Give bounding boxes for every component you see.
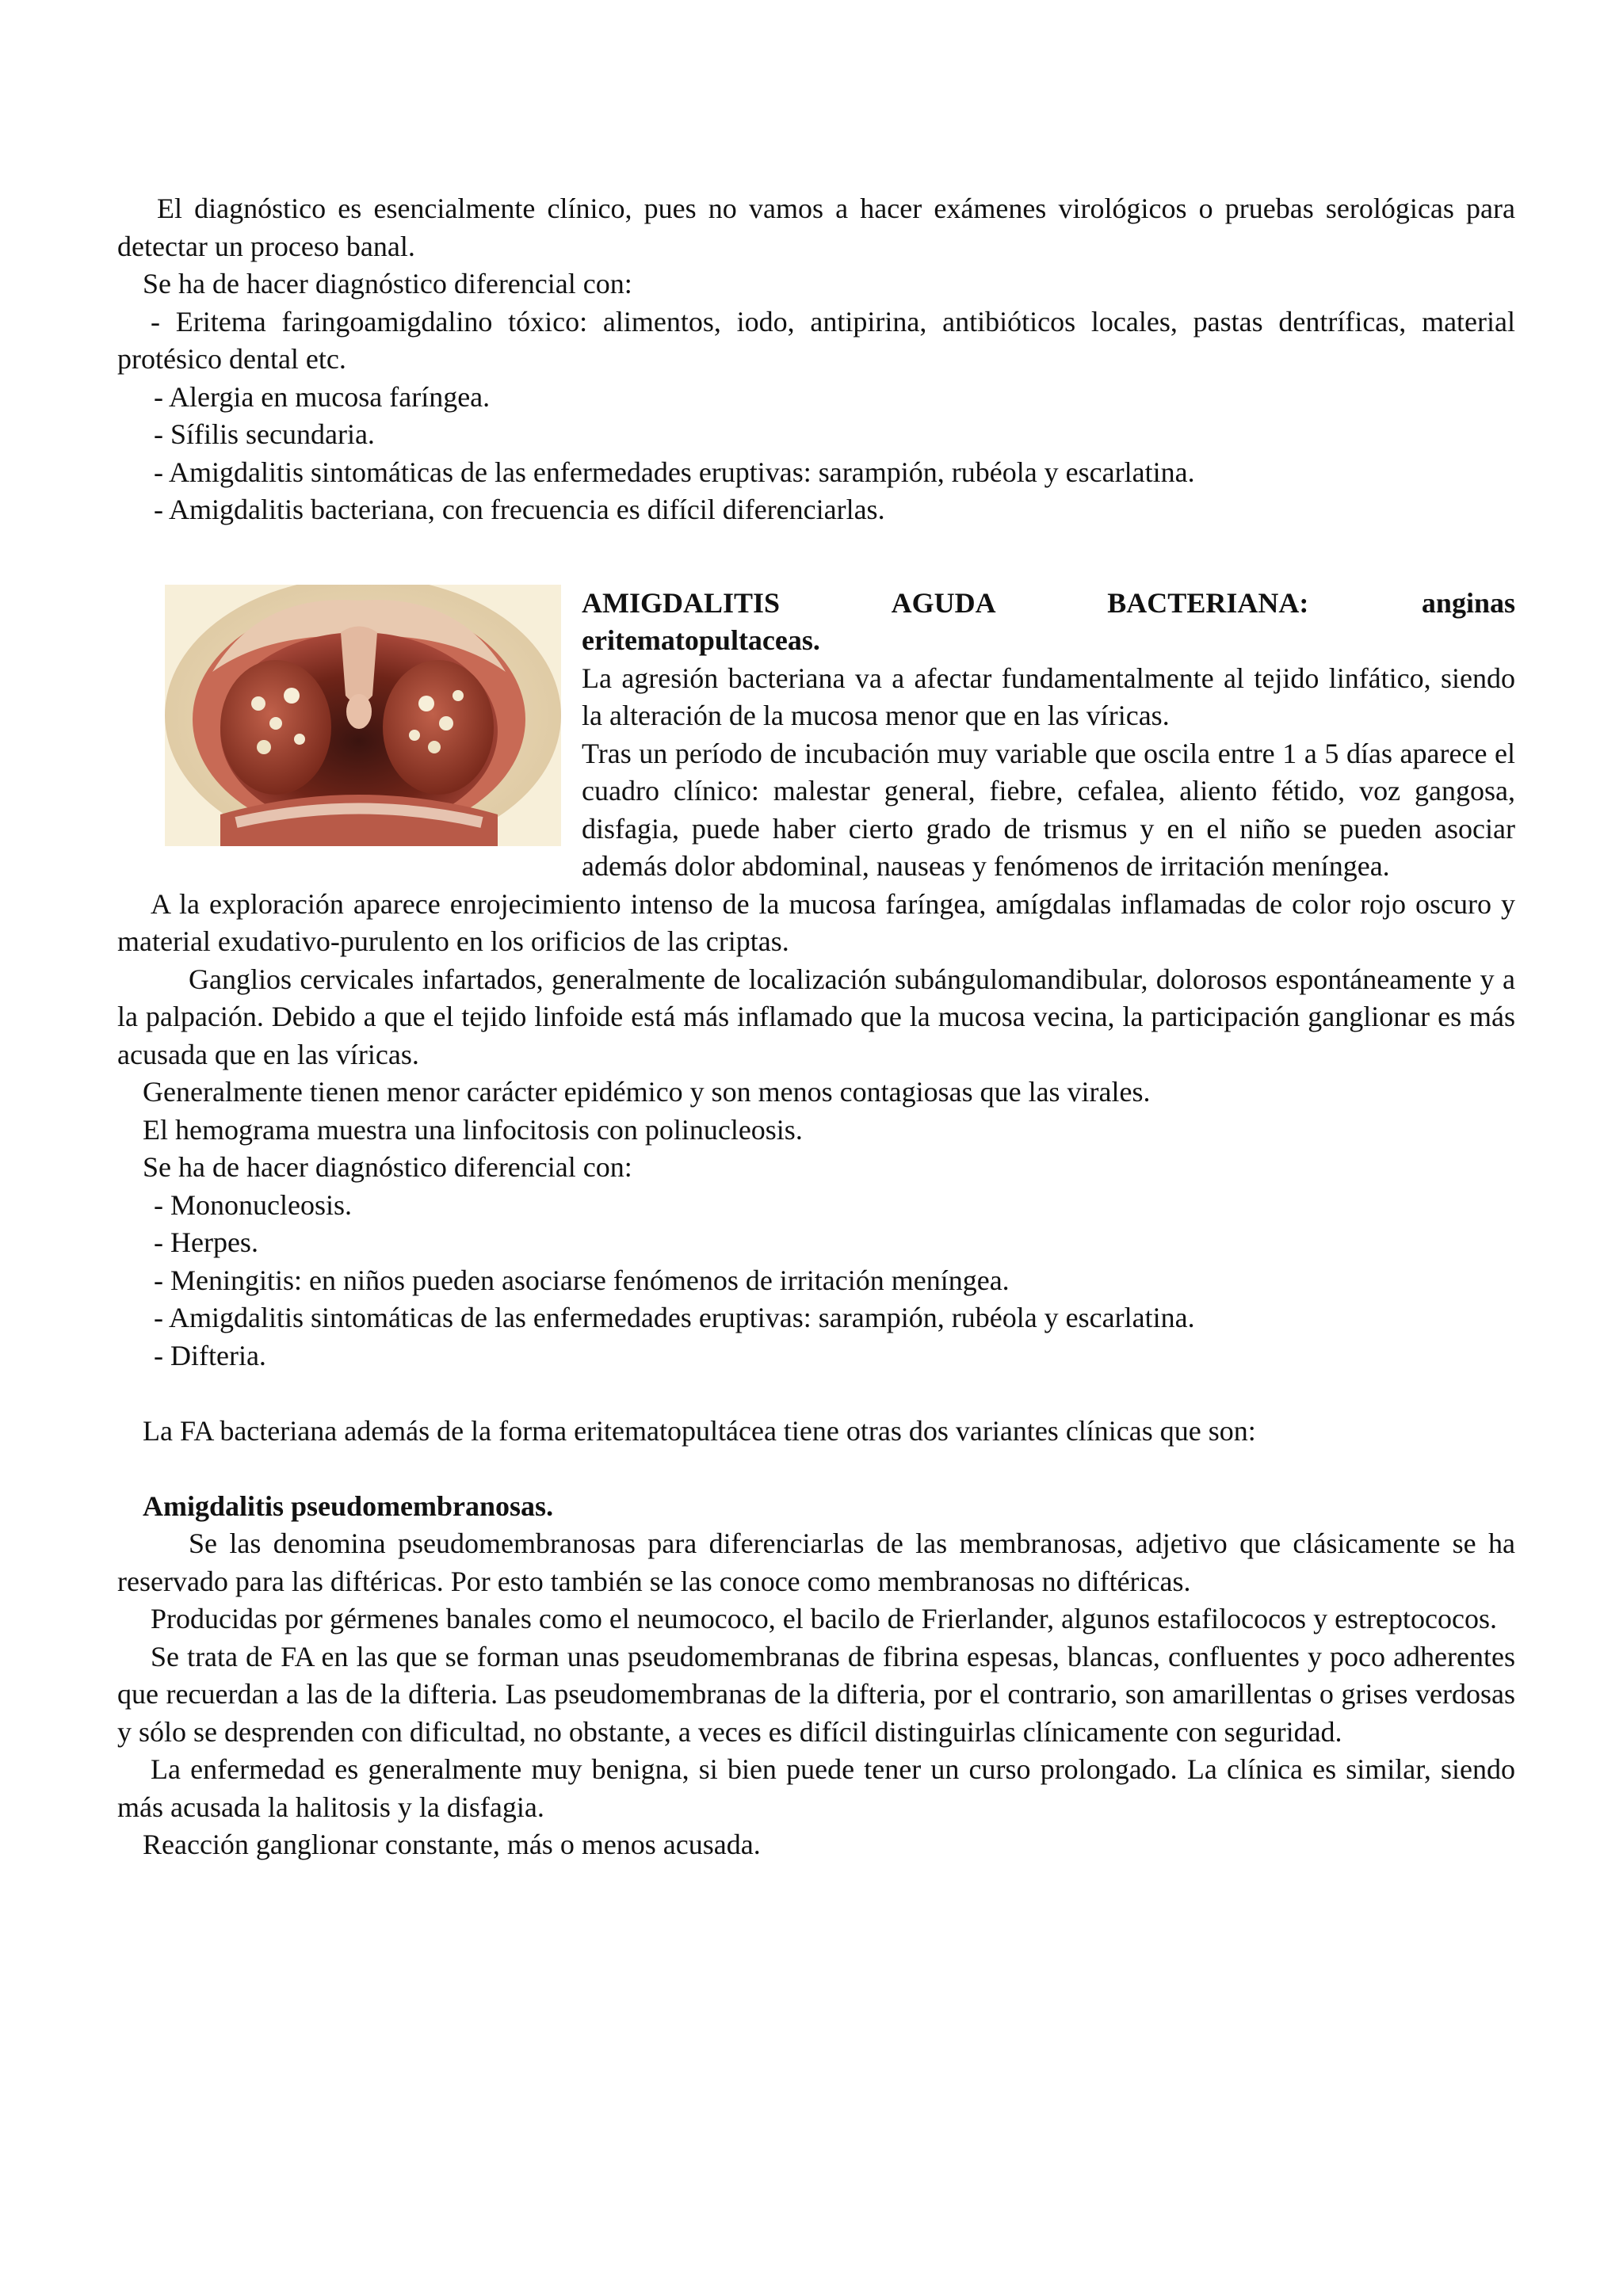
paragraph-benign: La enfermedad es generalmente muy benigna, si bien puede tener un curso prolongado. La clínica es similar, siendo más acusada la halitosis y la disfagia.	[117, 1753, 1515, 1823]
paragraph-differential-intro: Se ha de hacer diagnóstico diferencial con:	[143, 268, 632, 299]
list-item-allergy: - Alergia en mucosa faríngea.	[154, 380, 491, 413]
list-item-mononucleosis: - Mononucleosis.	[154, 1188, 352, 1221]
throat-photo	[165, 585, 561, 846]
paragraph-diagnosis: El diagnóstico es esencialmente clínico, pues no vamos a hacer exámenes virológicos o pruebas serológicas para detectar un proceso banal.	[117, 193, 1515, 262]
paragraph-exploration: A la exploración aparece enrojecimiento intenso de la mucosa faríngea, amígdalas inflamadas de color rojo oscuro y material exudativo-purulento en los orificios de las criptas.	[117, 887, 1515, 957]
list-item-bacterial: - Amigdalitis bacteriana, con frecuencia es difícil diferenciarlas.	[154, 494, 885, 525]
section-acute-bacterial	[117, 585, 1515, 886]
paragraph-pseudomembranes: Se trata de FA en las que se forman unas pseudomembranas de fibrina espesas, blancas, confluentes y poco adherentes que recuerdan a las de la difteria. Las pseudomembranas de la difteria, por el contrario, son amarillentas o grises verdosas y sólo se desprenden con dificultad, no obstante, a veces es difícil distinguirlas clínicamente con seguridad.	[117, 1640, 1515, 1748]
paragraph-epidemic: Generalmente tienen menor carácter epidémico y son menos contagiosas que las virales.	[143, 1076, 1151, 1108]
section-heading-line1: AMIGDALITIS AGUDA BACTERIANA: anginas	[582, 586, 1515, 619]
list-item-toxic-erythema: - Eritema faringoamigdalino tóxico: alimentos, iodo, antipirina, antibióticos locales, pastas dentríficas, material protésico dental etc.	[117, 305, 1515, 375]
paragraph-bacterial-aggression: La agresión bacteriana va a afectar fundamentalmente al tejido linfático, siendo la alteración de la mucosa menor que en las víricas.	[582, 662, 1515, 731]
paragraph-lymph-nodes: Ganglios cervicales infartados, generalmente de localización subángulomandibular, dolorosos espontáneamente y a la palpación. Debido a que el tejido linfoide está más inflamado que la mucosa vecina, la participación ganglionar es más acusada que en las víricas.	[117, 963, 1515, 1070]
paragraph-germs: Producidas por gérmenes banales como el neumococo, el bacilo de Frierlander, algunos estafilococos y estreptococos.	[151, 1603, 1497, 1634]
list-item-eruptive: - Amigdalitis sintomáticas de las enfermedades eruptivas: sarampión, rubéola y escarlatina.	[154, 456, 1195, 488]
paragraph-differential-intro-2: Se ha de hacer diagnóstico diferencial con:	[143, 1151, 632, 1183]
list-item-syphilis: - Sífilis secundaria.	[154, 418, 375, 450]
throat-illustration-icon	[165, 585, 561, 846]
paragraph-variants-intro: La FA bacteriana además de la forma eritematopultácea tiene otras dos variantes clínicas que son:	[143, 1414, 1256, 1447]
paragraph-denomination: Se las denomina pseudomembranosas para diferenciarlas de las membranosas, adjetivo que clásicamente se ha reservado para las diftéricas. Por esto también se las conoce como membranosas no diftéricas.	[117, 1527, 1515, 1597]
list-item-diphtheria: - Difteria.	[154, 1339, 266, 1371]
section-heading-line2: eritematopultaceas.	[582, 624, 820, 656]
section-heading-pseudomembranous: Amigdalitis pseudomembranosas.	[143, 1489, 554, 1522]
list-item-meningitis: - Meningitis: en niños pueden asociarse fenómenos de irritación meníngea.	[154, 1264, 1010, 1296]
paragraph-hemogram: El hemograma muestra una linfocitosis con polinucleosis.	[143, 1113, 803, 1146]
document-body	[117, 190, 1515, 1864]
list-item-eruptive-2: - Amigdalitis sintomáticas de las enfermedades eruptivas: sarampión, rubéola y escarlatina.	[154, 1302, 1195, 1333]
list-item-herpes: - Herpes.	[154, 1226, 258, 1258]
paragraph-incubation: Tras un período de incubación muy variable que oscila entre 1 a 5 días aparece el cuadro clínico: malestar general, fiebre, cefalea, aliento fétido, voz gangosa, disfagia, puede haber cierto grado de trismus y en el niño se pueden asociar además dolor abdominal, nauseas y fenómenos de irritación meníngea.	[582, 737, 1515, 882]
paragraph-ganglionar: Reacción ganglionar constante, más o menos acusada.	[143, 1829, 761, 1860]
